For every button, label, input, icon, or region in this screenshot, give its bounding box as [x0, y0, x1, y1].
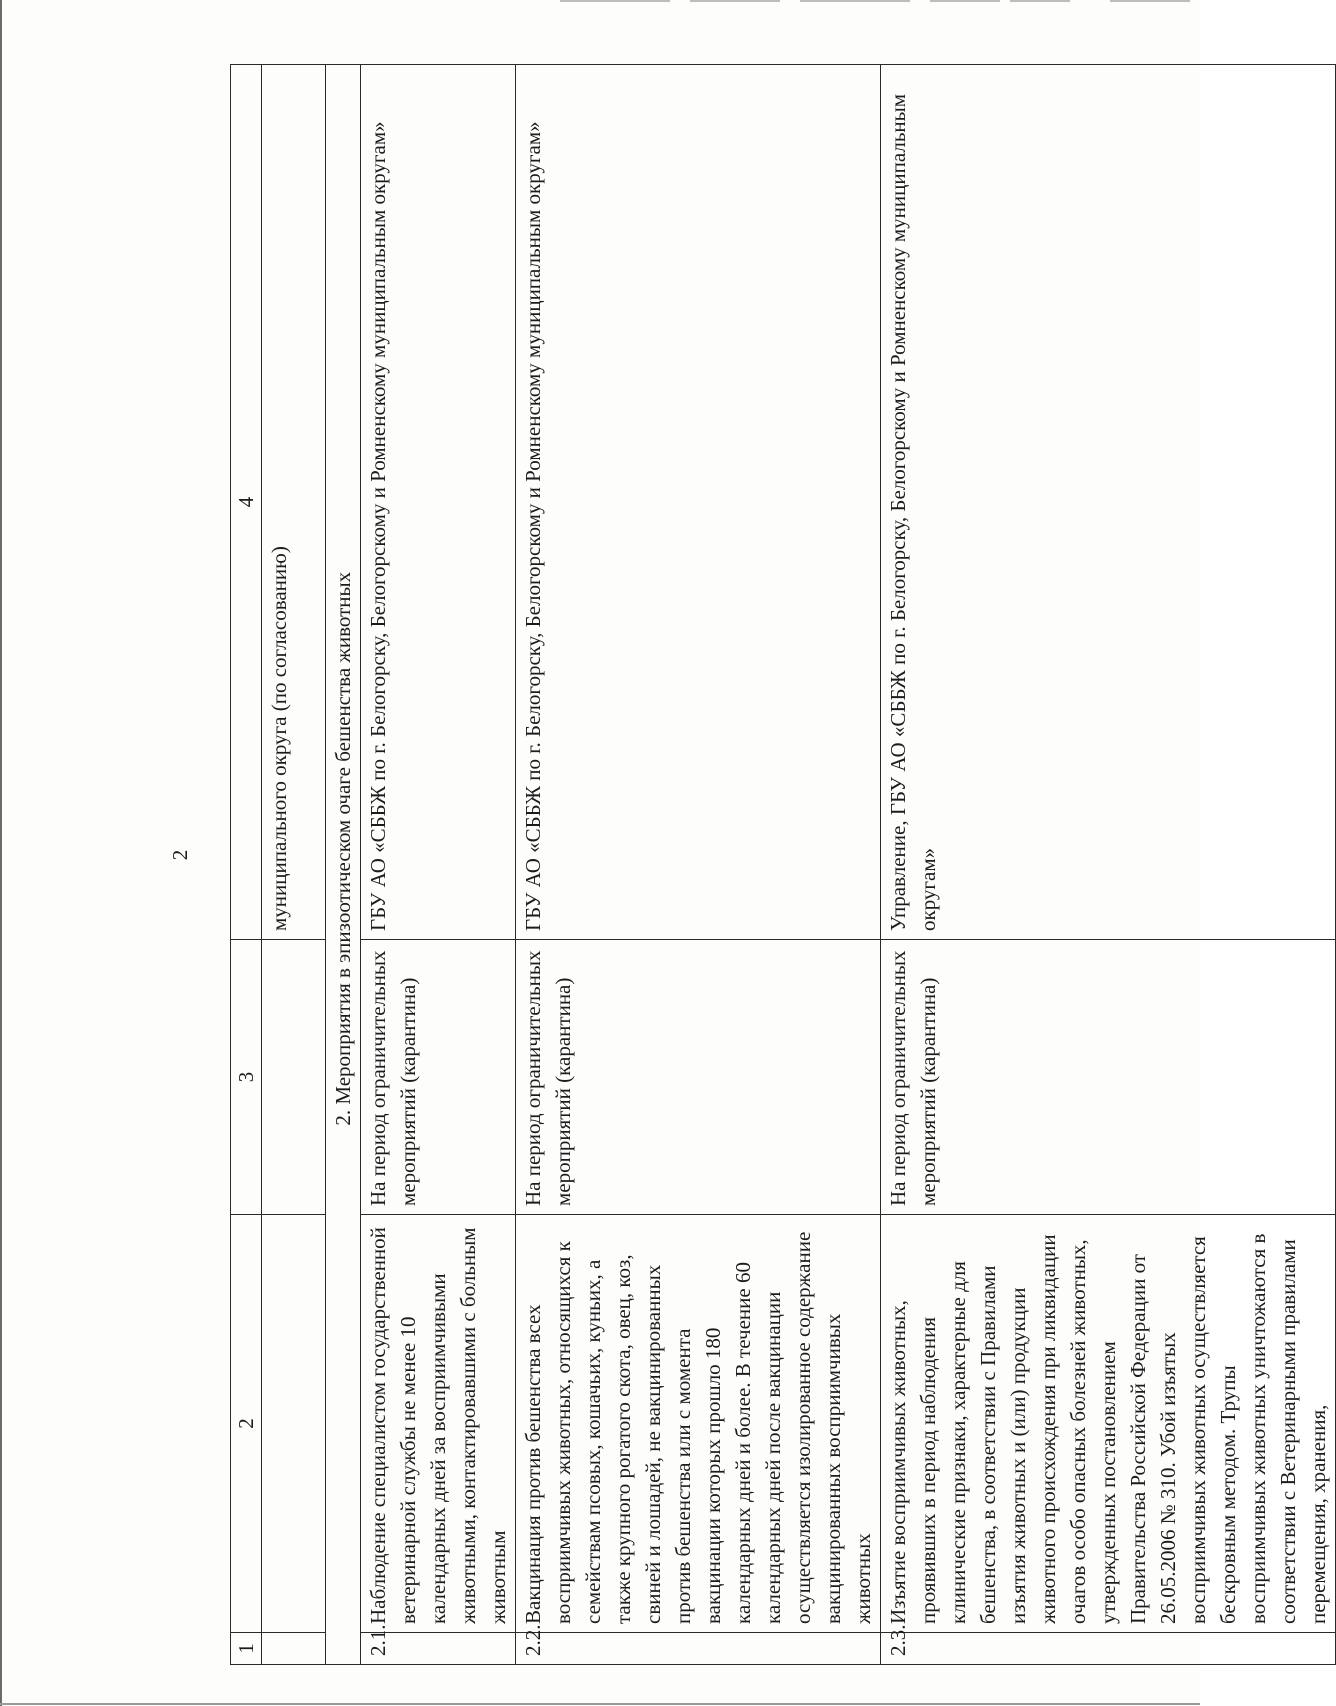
scan-mark: [800, 0, 910, 2]
row-measure: Изъятие восприимчивых животных, проявивших в период наблюдения клинические признаки, характерные для бешенства, в соответствии с Правилами изъятия животных и (или) продукции животного происхождения при ликвидации очагов особо опасных болезней животных, утвержденных постановлением Правительства Российской Федерации от 26.05.2006 № 310. Убой изъятых восприимчивых животных осуществляется бескровным методом. Трупы восприимчивых животных уничтожаются в соответствии с Ветеринарными правилами перемещения, хранения,: [881, 1215, 1336, 1633]
section-spacer: [326, 1633, 361, 1665]
table-row: [881, 65, 1336, 1665]
table-row: [361, 65, 516, 1665]
scan-mark: [1110, 0, 1190, 2]
scan-edge-left: [0, 0, 2, 1706]
row-measure: Наблюдение специалистом государственной ветеринарной службы не менее 10 календарных дней за восприимчивыми животными, контактировавшими с больным животным: [361, 1215, 516, 1633]
row-term: На период ограничительных мероприятий (карантина): [516, 940, 881, 1215]
row-term: На период ограничительных мероприятий (карантина): [361, 940, 516, 1215]
table-header-row: [231, 65, 262, 1665]
row-responsible: ГБУ АО «СББЖ по г. Белогорску, Белогорскому и Ромненскому муниципальным округам»: [361, 65, 516, 940]
continuation-cell-3: [262, 940, 326, 1215]
scan-mark: [560, 0, 670, 2]
row-number: 2.3.: [881, 1633, 1336, 1665]
header-col-4: 4: [231, 65, 262, 940]
row-number: 2.2.: [516, 1633, 881, 1665]
page-number: 2: [168, 849, 192, 861]
row-term: На период ограничительных мероприятий (карантина): [881, 940, 1336, 1215]
section-row: [326, 65, 361, 1665]
header-col-2: 2: [231, 1215, 262, 1633]
continuation-cell-1: [262, 1633, 326, 1665]
row-responsible: ГБУ АО «СББЖ по г. Белогорску, Белогорскому и Ромненскому муниципальным округам»: [516, 65, 881, 940]
continuation-responsible: муниципального округа (по согласованию): [262, 65, 326, 940]
row-number: 2.1.: [361, 1633, 516, 1665]
table-row: [516, 65, 881, 1665]
header-col-1: 1: [231, 1633, 262, 1665]
measures-table: [230, 64, 1336, 1665]
row-measure: Вакцинация против бешенства всех восприимчивых животных, относящихся к семействам псовых, кошачьих, куньих, а также крупного рогатого скота, овец, коз, свиней и лошадей, не вакцинированных против бешенства или с момента вакцинации которых прошло 180 календарных дней и более. В течение 60 календарных дней после вакцинации осуществляется изолированное содержание вакцинированных восприимчивых животных: [516, 1215, 881, 1633]
scan-mark: [930, 0, 1000, 2]
continuation-row: [262, 65, 326, 1665]
continuation-cell-2: [262, 1215, 326, 1633]
scan-mark: [1010, 0, 1070, 2]
scan-mark: [690, 0, 780, 2]
row-responsible: Управление, ГБУ АО «СББЖ по г. Белогорску, Белогорскому и Ромненскому муниципальным округам»: [881, 65, 1336, 940]
section-title: 2. Мероприятия в эпизоотическом очаге бешенства животных: [326, 65, 361, 1633]
scan-edge-bottom: [0, 1703, 1200, 1705]
rotated-content: [150, 65, 1330, 1665]
header-col-3: 3: [231, 940, 262, 1215]
